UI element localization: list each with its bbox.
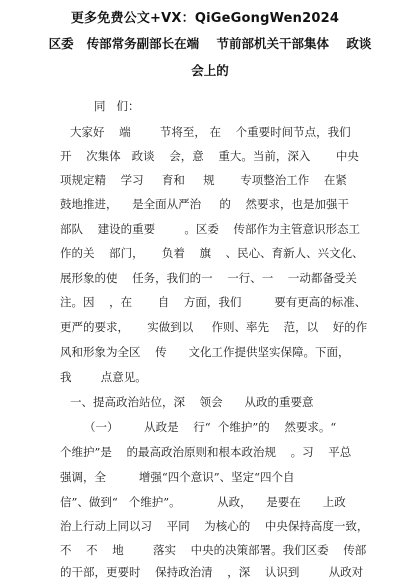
- body-line-8: 注。因 ，在 自 方面，我们 要有更高的标准、: [60, 295, 367, 309]
- body-line-4: 鼓地推进， 是全面从严治 的 然要求，也是加强干: [60, 197, 350, 211]
- body-line-16: 信”、做到“ 个维护”。 从政， 是要在 上政: [60, 495, 346, 509]
- document-title-line-2: 会上的: [191, 63, 229, 78]
- body-line-19: 的干部，更要时 保持政治清 ，深 认识到 从政对: [60, 565, 364, 579]
- body-line-14: 个维护”是 的最高政治原则和根本政治规 。习 平总: [60, 445, 352, 459]
- salutation: 同 们：: [94, 99, 140, 113]
- body-line-18: 不 不 地 落实 中央的决策部署。我们区委 传部: [60, 543, 367, 557]
- body-line-15: 强调，全 增强“四个意识”、坚定“四个自: [60, 470, 295, 484]
- body-line-1: 大家好 端 节将至， 在 个重要时间节点，我们: [70, 125, 351, 139]
- body-line-10: 风和形象为全区 传 文化工作提供坚实保障。下面，: [60, 345, 350, 359]
- body-line-17: 治上行动上同以习 平同 为核心的 中央保持高度一致，: [60, 519, 369, 533]
- subsection-heading-1: （一） 从政是 行“ 个维护”的 然要求。“: [84, 420, 337, 434]
- body-line-7: 展形象的使 任务，我们的一 一行、一 一动都备受关: [60, 271, 357, 285]
- body-line-2: 开 次集体 政谈 会，意 重大。当前，深入 中央: [60, 149, 359, 163]
- body-line-5: 部队 建设的重要 。区委 传部作为主管意识形态工: [60, 222, 360, 236]
- promo-header: 更多免费公文+VX：QiGeGongWen2024: [70, 11, 340, 26]
- body-line-3: 项规定精 学习 育和 规 专项整治工作 在紧: [60, 173, 347, 187]
- body-line-11: 我 点意见。: [60, 370, 147, 384]
- document-title-line-1: 区委 传部常务副部长在端 节前部机关干部集体 政谈: [48, 36, 372, 51]
- section-heading-1: 一、提高政治站位，深 领会 从政的重要意: [70, 395, 314, 409]
- body-line-6: 作的关 部门， 负着 旗 、民心、育新人、兴文化、: [60, 246, 364, 260]
- body-line-9: 更严的要求， 实做到以 作则、率先 范，以 好的作: [60, 320, 368, 334]
